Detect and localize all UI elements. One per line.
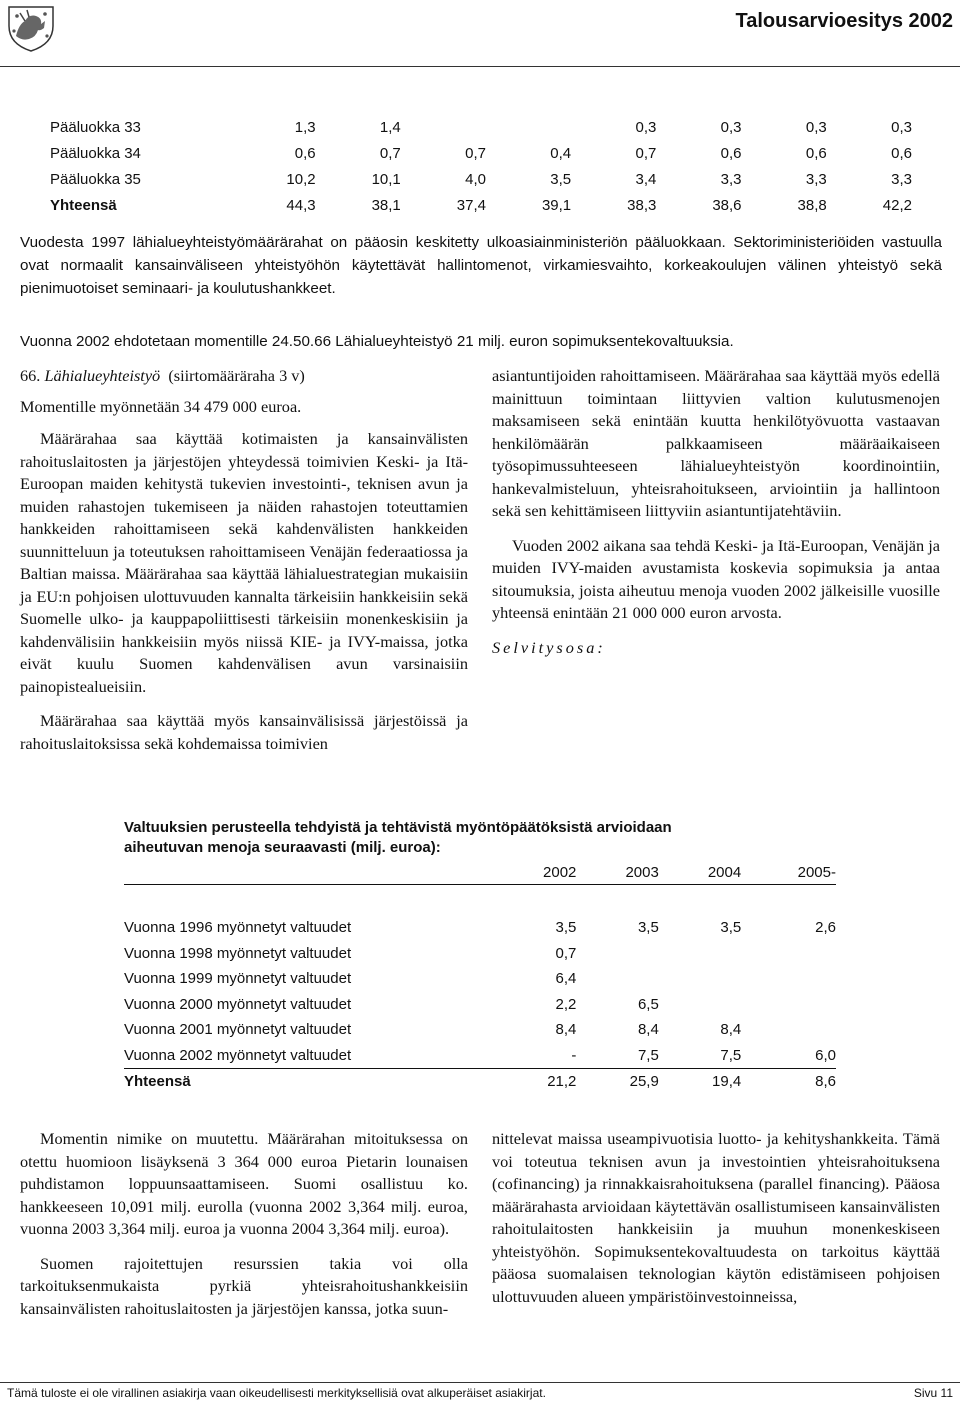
document-title: Talousarvioesitys 2002 bbox=[735, 10, 953, 32]
cell: 3,5 bbox=[637, 919, 659, 936]
section-title: Lähialueyhteistyö bbox=[44, 366, 161, 385]
cell: 38,8 bbox=[797, 197, 827, 214]
cell: 3,3 bbox=[891, 171, 912, 188]
cell: 0,3 bbox=[720, 119, 742, 136]
cell: 3,5 bbox=[550, 171, 572, 188]
cell: 0,7 bbox=[555, 944, 577, 962]
cell: 0,4 bbox=[550, 145, 572, 162]
cell: 39,1 bbox=[541, 197, 572, 214]
cell: 7,5 bbox=[637, 1046, 659, 1064]
left-column bbox=[20, 365, 468, 755]
cell: 25,9 bbox=[576, 1069, 658, 1095]
cell bbox=[576, 966, 658, 992]
cell bbox=[486, 115, 571, 141]
cell bbox=[741, 941, 836, 967]
row-label: Vuonna 1999 myönnetyt valtuudet bbox=[124, 970, 352, 987]
row-label: Pääluokka 34 bbox=[50, 145, 141, 162]
cell bbox=[741, 966, 836, 992]
cell: 4,0 bbox=[465, 171, 486, 188]
cell: 1,4 bbox=[379, 119, 401, 136]
cell bbox=[741, 992, 836, 1018]
cell bbox=[659, 941, 741, 967]
cell: 3,5 bbox=[555, 919, 577, 936]
table-total-row bbox=[124, 1069, 836, 1095]
cell: 0,7 bbox=[635, 145, 657, 162]
cell: 44,3 bbox=[286, 197, 316, 214]
row-label: Pääluokka 35 bbox=[50, 171, 141, 188]
cell: 0,6 bbox=[891, 145, 912, 162]
body-paragraph: nittelevat maissa useampivuotisia luotto- ja kehityshankkeita. Tämä voi toteutua teknisen avun ja investointien yhteisrahoituksena (cofinancing) ja rinnakkaisrahoituksena (parallel financing). Pääosa määrärahasta arvioidaan käytettävän osallistumiseen kansainvälisten rahoitulaitosten hankkeisiin ja muuhun monenkeskiseen yhteistyöhön. Sopimuksentekovaltuudesta on tarkoitus käyttää pääosa suomalaisen teknologian käytön edistämiseen pohjoisen ulottuvuuden alueen ympäristöinvestoinneissa, bbox=[492, 1129, 940, 1306]
finnish-lion-emblem-icon bbox=[5, 4, 57, 54]
section-heading bbox=[20, 365, 468, 388]
cell: 6,4 bbox=[555, 970, 577, 987]
table-row bbox=[50, 115, 912, 141]
cell: 3,3 bbox=[805, 171, 827, 188]
table-row bbox=[124, 915, 836, 941]
footer-note: Tämä tuloste ei ole virallinen asiakirja vaan oikeudellisesti merkityksellisiä ovat alkuperäiset asiakirjat. bbox=[7, 1386, 546, 1400]
right-column bbox=[492, 365, 940, 659]
cell bbox=[659, 992, 741, 1018]
table-row bbox=[124, 992, 836, 1018]
cell: 10,2 bbox=[286, 171, 316, 188]
row-label: Vuonna 2002 myönnetyt valtuudet bbox=[124, 1046, 352, 1064]
row-label: Vuonna 2001 myönnetyt valtuudet bbox=[124, 1021, 352, 1038]
selvitysosa-heading: Selvitysosa: bbox=[492, 637, 606, 657]
footer bbox=[7, 1386, 953, 1400]
authorizations-table bbox=[124, 862, 836, 1095]
cell: 2,2 bbox=[555, 995, 577, 1013]
bottom-right-column bbox=[492, 1128, 940, 1308]
summary-table bbox=[50, 115, 912, 219]
body-paragraph: Momentin nimike on muutettu. Määrärahan mitoituksessa on otettu huomioon lisäyksenä 3 364 000 euroa Pietarin lounaisen puhdistamon loppuunsaattamiseen. Suomi osallistuu ko. hankkeeseen 10,091 milj. eurolla (vuonna 2002 3,364 milj. euroa, vuonna 2003 3,364 milj. euroa ja vuonna 2004 3,364 milj. euroa). bbox=[20, 1129, 468, 1238]
body-paragraph: Suomen rajoitettujen resurssien takia voi olla tarkoituksenmukaista pyrkiä yhteisrahoitushankkeisiin kansainvälisten rahoituslaitosten ja järjestöjen kanssa, jotka suun- bbox=[20, 1253, 468, 1318]
section-type: (siirtomääräraha 3 v) bbox=[168, 366, 305, 385]
cell: 0,6 bbox=[805, 145, 827, 162]
footer-divider bbox=[0, 1382, 960, 1383]
cell: 38,6 bbox=[712, 197, 742, 214]
cell: 42,2 bbox=[882, 197, 912, 214]
cell: 0,6 bbox=[720, 145, 742, 162]
cell: 3,3 bbox=[720, 171, 742, 188]
header-divider bbox=[0, 66, 960, 67]
table-total-row bbox=[50, 193, 912, 219]
cell: 0,7 bbox=[465, 145, 486, 162]
cell: 21,2 bbox=[494, 1069, 576, 1095]
authorizations-table-title: Valtuuksien perusteella tehdyistä ja tehtävistä myöntöpäätöksistä arvioidaan aiheutuvan menoja seuraavasti (milj. euroa): bbox=[124, 819, 672, 856]
cell: 8,4 bbox=[637, 1021, 659, 1038]
cell: 8,4 bbox=[720, 1021, 742, 1038]
cell: 3,4 bbox=[635, 171, 657, 188]
cell: 6,5 bbox=[637, 995, 659, 1013]
cell: 3,5 bbox=[720, 919, 742, 936]
cell bbox=[741, 1017, 836, 1043]
table-row bbox=[50, 141, 912, 167]
cell: 7,5 bbox=[720, 1046, 742, 1064]
column-header: 2005- bbox=[741, 862, 836, 885]
cell bbox=[659, 966, 741, 992]
cell: 6,0 bbox=[815, 1046, 836, 1064]
cell: 0,7 bbox=[379, 145, 401, 162]
cell: 10,1 bbox=[371, 171, 401, 188]
table-row bbox=[124, 1043, 836, 1069]
row-label: Yhteensä bbox=[124, 1069, 494, 1095]
row-label: Vuonna 1996 myönnetyt valtuudet bbox=[124, 919, 352, 936]
cell bbox=[576, 941, 658, 967]
appropriation-line: Momentille myönnetään 34 479 000 euroa. bbox=[20, 396, 302, 416]
column-header: 2003 bbox=[576, 862, 658, 885]
cell: 38,1 bbox=[371, 197, 401, 214]
cell: 38,3 bbox=[627, 197, 657, 214]
column-header: 2002 bbox=[494, 862, 576, 885]
body-paragraph: Määrärahaa saa käyttää kotimaisten ja kansainvälisten rahoituslaitosten ja järjestöjen yhteydessä toimivien Keski- ja Itä-Euroopan maiden kehitystä tukevien investointi-, teknisen avun ja muiden rahastojen tukemiseen ja näiden rahastojen toteuttamien hankkeiden rahoittamiseen sekä kahdenvälisten hankkeiden suunnitteluun ja toteutuksen rahoittamiseen Venäjän federaatiossa ja Baltian maissa. Määrärahaa saa käyttää lähialuestrategian mukaisiin ja EU:n pohjoisen ulottuvuuden kannalta tärkeisiin hankkeisiin sekä Suomelle ulko- ja kauppapoliittisesti tärkeisiin monenkeskisiin ja kahdenvälisiin hankkeisiin myös niissä KIE- ja IVY-maissa, jotka eivät kuulu Suomen kahdenvälisen avun varsinaisiin painopistealueisiin. bbox=[20, 429, 468, 696]
body-paragraph: Vuoden 2002 aikana saa tehdä Keski- ja Itä-Euroopan, Venäjän ja muiden IVY-maiden avustamista koskevia sopimuksia ja antaa sitoumuksia, joista aiheutuu menoja vuoden 2002 jälkeisille vuosille yhteensä enintään 21 000 000 euron arvosta. bbox=[492, 535, 940, 622]
table-row bbox=[124, 1017, 836, 1043]
cell: 0,3 bbox=[891, 119, 912, 136]
cell: 8,6 bbox=[741, 1069, 836, 1095]
row-label: Yhteensä bbox=[50, 197, 117, 214]
cell: 0,6 bbox=[294, 145, 316, 162]
table-header-row bbox=[124, 862, 836, 885]
intro-budget-line: Vuonna 2002 ehdotetaan momentille 24.50.66 Lähialueyhteistyö 21 milj. euron sopimuksentekovaltuuksia. bbox=[20, 333, 734, 350]
body-paragraph: asiantuntijoiden rahoittamiseen. Määrärahaa saa käyttää myös edellä mainittuun toimintaan liittyvien valtion kulutusmenojen maksamiseen sekä enintään kuutta henkilötyövuotta vastaavan henkilömäärän palkkaamiseen määräaikaiseen työsopimussuhteeseen lähialueyhteistyön koordinointiin, hankevalmisteluun, yhteisrahoitukseen, arviointiin ja hallintoon sekä sen kehittämiseen liittyviin asiantuntijatehtäviin. bbox=[492, 366, 940, 520]
row-label: Pääluokka 33 bbox=[50, 119, 141, 136]
table-row bbox=[124, 966, 836, 992]
cell: 0,3 bbox=[635, 119, 657, 136]
cell: 1,3 bbox=[294, 119, 316, 136]
cell: 2,6 bbox=[815, 919, 836, 936]
cell: 0,3 bbox=[805, 119, 827, 136]
section-number: 66. bbox=[20, 366, 41, 385]
cell: 19,4 bbox=[659, 1069, 741, 1095]
row-label: Vuonna 1998 myönnetyt valtuudet bbox=[124, 944, 352, 962]
table-row bbox=[50, 167, 912, 193]
cell: - bbox=[571, 1046, 577, 1064]
cell: 8,4 bbox=[555, 1021, 577, 1038]
intro-paragraph: Vuodesta 1997 lähialueyhteistyömäärärahat on pääosin keskitetty ulkoasiainministeriön pääluokkaan. Sektoriministeriöiden vastuulla ovat normaalit kansainväliseen yhteistyöhön käytettävät hallintomenot, virkamiesvaihto, korkeakoulujen välinen yhteistyö sekä pienimuotoiset seminaari- ja koulutushankkeet. bbox=[20, 234, 942, 297]
page-number: Sivu 11 bbox=[913, 1386, 953, 1400]
cell: 37,4 bbox=[456, 197, 486, 214]
cell bbox=[401, 115, 486, 141]
row-label: Vuonna 2000 myönnetyt valtuudet bbox=[124, 995, 352, 1013]
body-paragraph: Määrärahaa saa käyttää myös kansainvälisissä järjestöissä ja rahoituslaitoksissa sekä kohdemaissa toimivien bbox=[20, 711, 468, 753]
bottom-left-column bbox=[20, 1128, 468, 1320]
table-row bbox=[124, 941, 836, 967]
column-header: 2004 bbox=[659, 862, 741, 885]
